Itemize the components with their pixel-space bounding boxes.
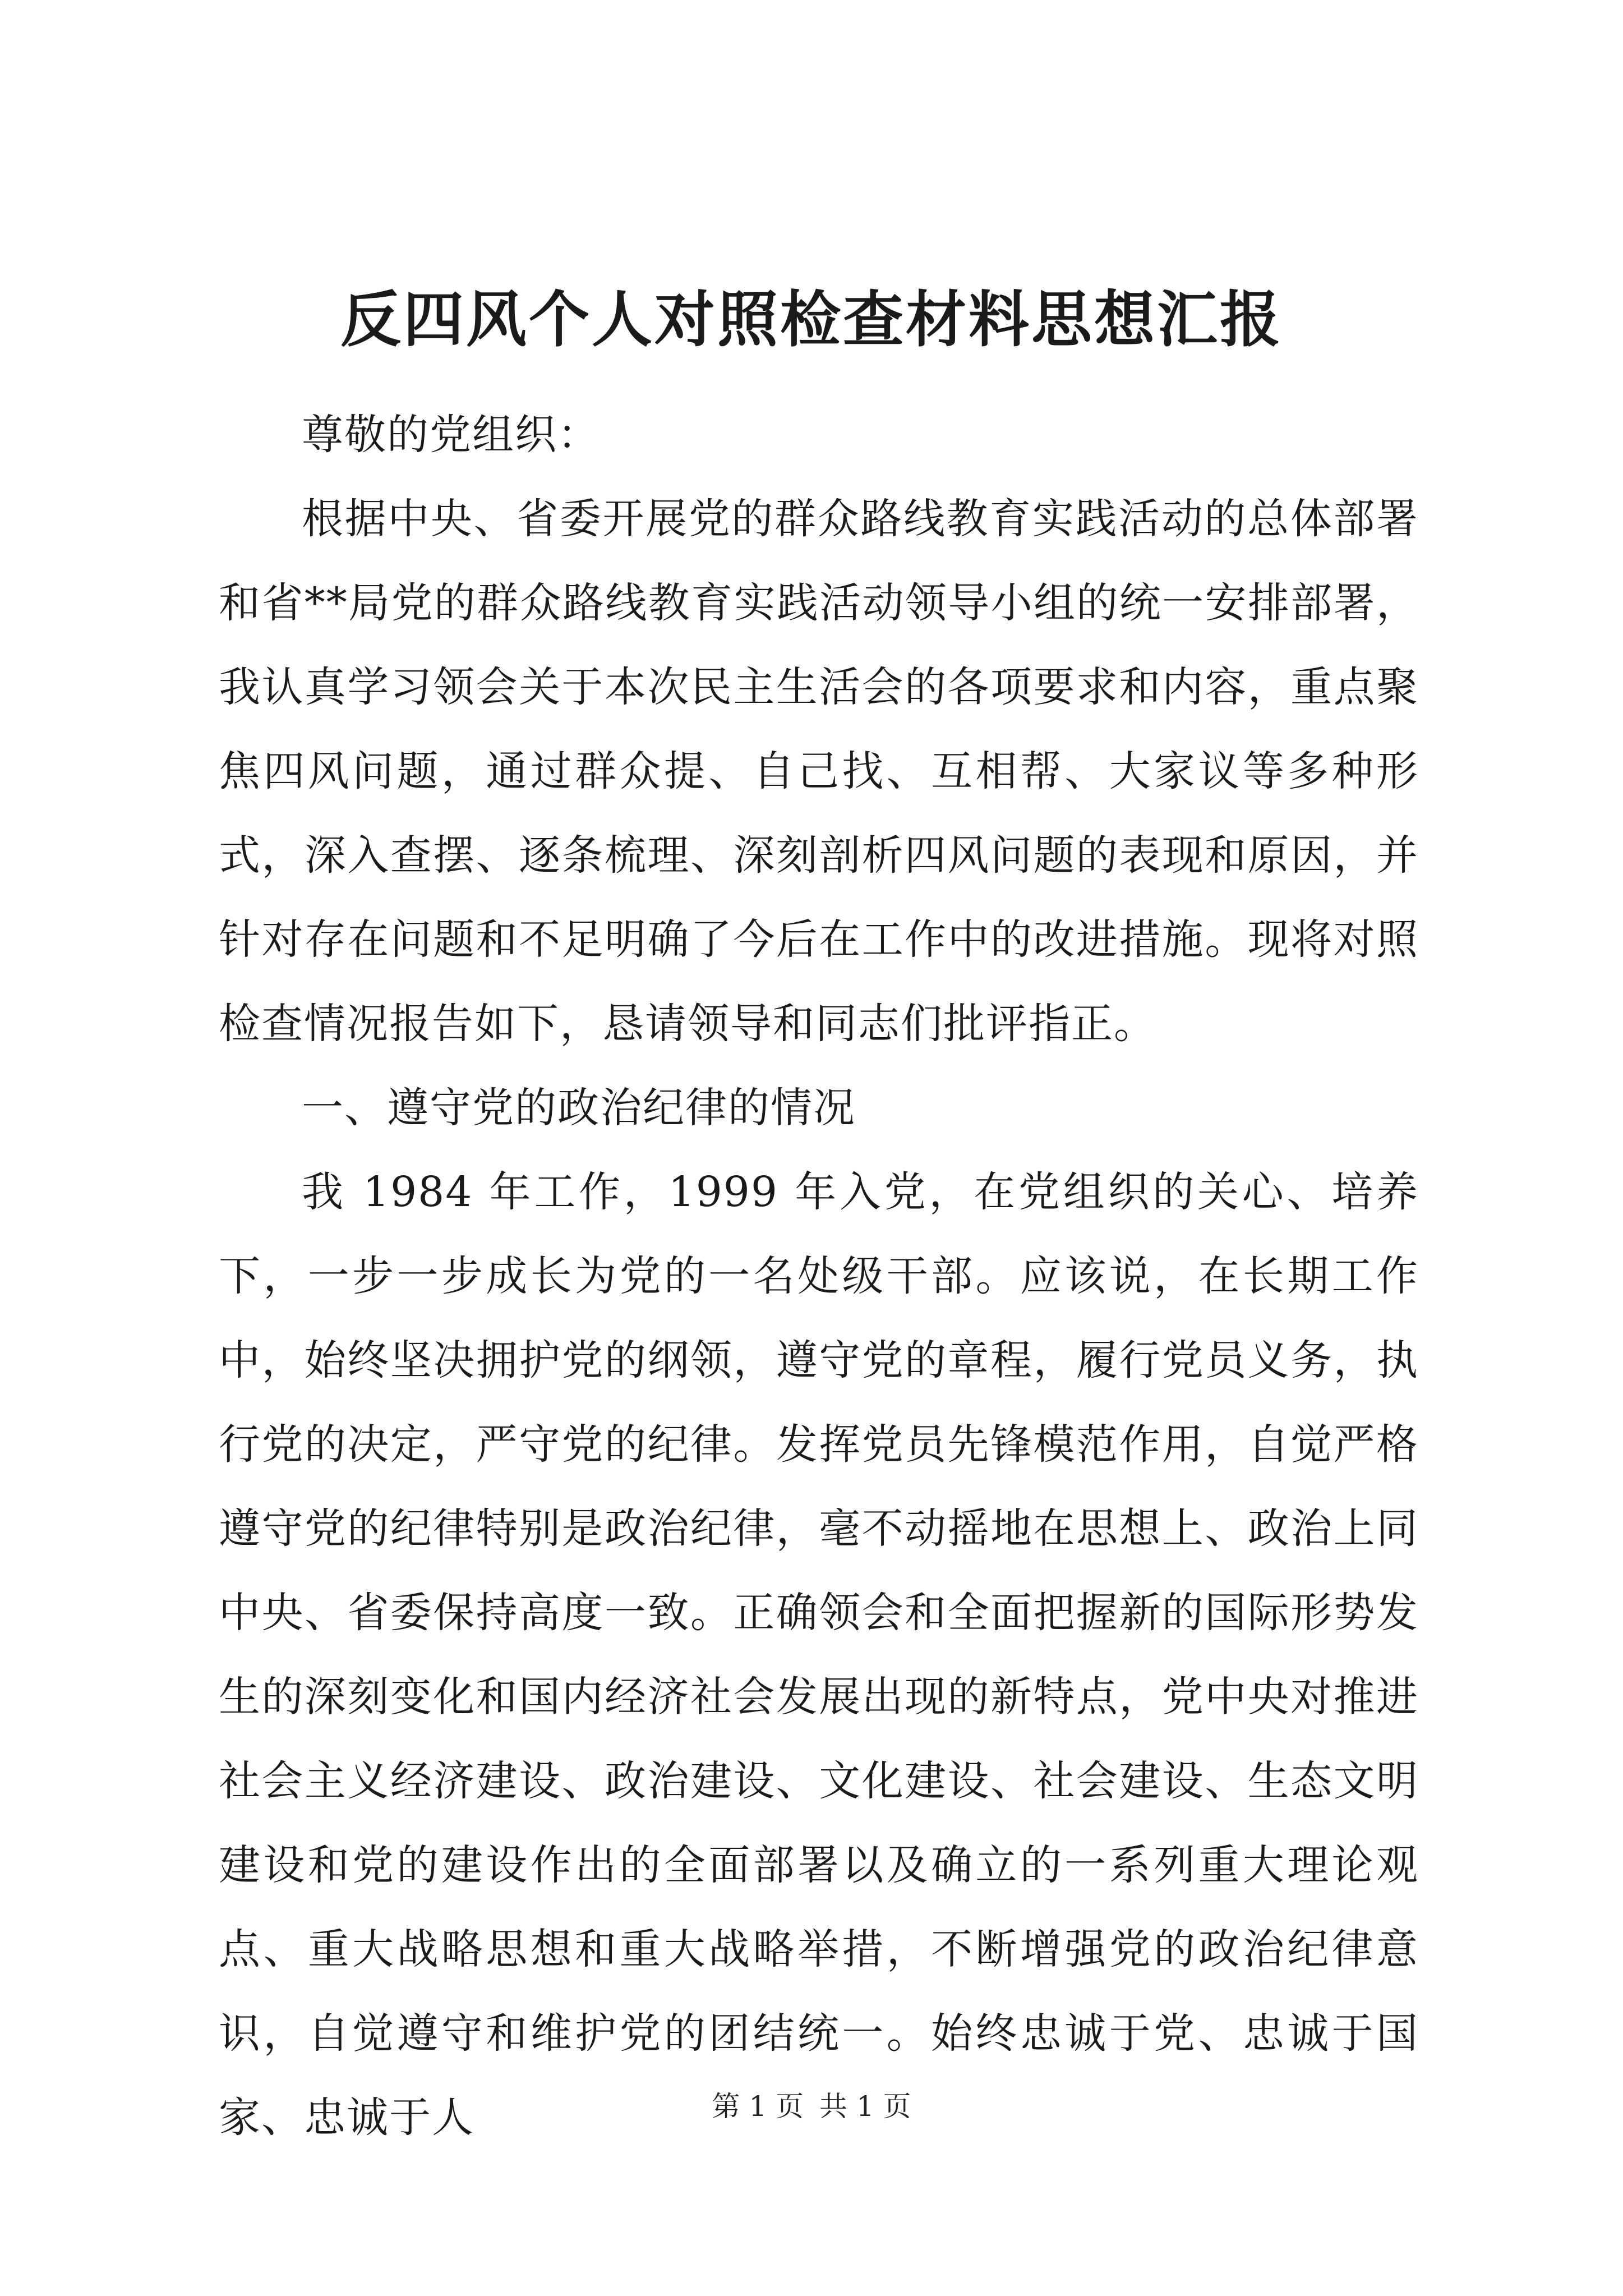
document-title: 反四风个人对照检查材料思想汇报 [340, 284, 1283, 355]
page-footer [0, 2087, 1623, 2126]
body-paragraph: 我 1984 年工作，1999 年入党，在党组织的关心、培养下，一步一步成长为党的一名处级干部。应该说，在长期工作中，始终坚决拥护党的纲领，遵守党的章程，履行党员义务，执行党的决定，严守党的纪律。发挥党员先锋模范作用，自觉严格遵守党的纪律特别是政治纪律，毫不动摇地在思想上、政治上同中央、省委保持高度一致。正确领会和全面把握新的国际形势发生的深刻变化和国内经济社会发展出现的新特点，党中央对推进社会主义经济建设、政治建设、文化建设、社会建设、生态文明建设和党的建设作出的全面部署以及确立的一系列重大理论观点、重大战略思想和重大战略举措，不断增强党的政治纪律意识，自觉遵守和维护党的团结统一。始终忠诚于党、忠诚于国家、忠诚于人 [219, 1168, 1419, 2142]
page-total: 共 1 页 [819, 2090, 911, 2123]
page-number: 第 1 页 [712, 2090, 804, 2123]
document-body [219, 393, 1419, 2160]
salutation-paragraph: 尊敬的党组织： [302, 411, 600, 459]
intro-paragraph: 根据中央、省委开展党的群众路线教育实践活动的总体部署和省**局党的群众路线教育实践活动领导小组的统一安排部署，我认真学习领会关于本次民主生活会的各项要求和内容，重点聚焦四风问题，通过群众提、自己找、互相帮、大家议等多种形式，深入查摆、逐条梳理、深刻剖析四风问题的表现和原因，并针对存在问题和不足明确了今后在工作中的改进措施。现将对照检查情况报告如下，恳请领导和同志们批评指正。 [219, 495, 1419, 1048]
section-heading: 一、遵守党的政治纪律的情况 [302, 1084, 856, 1132]
